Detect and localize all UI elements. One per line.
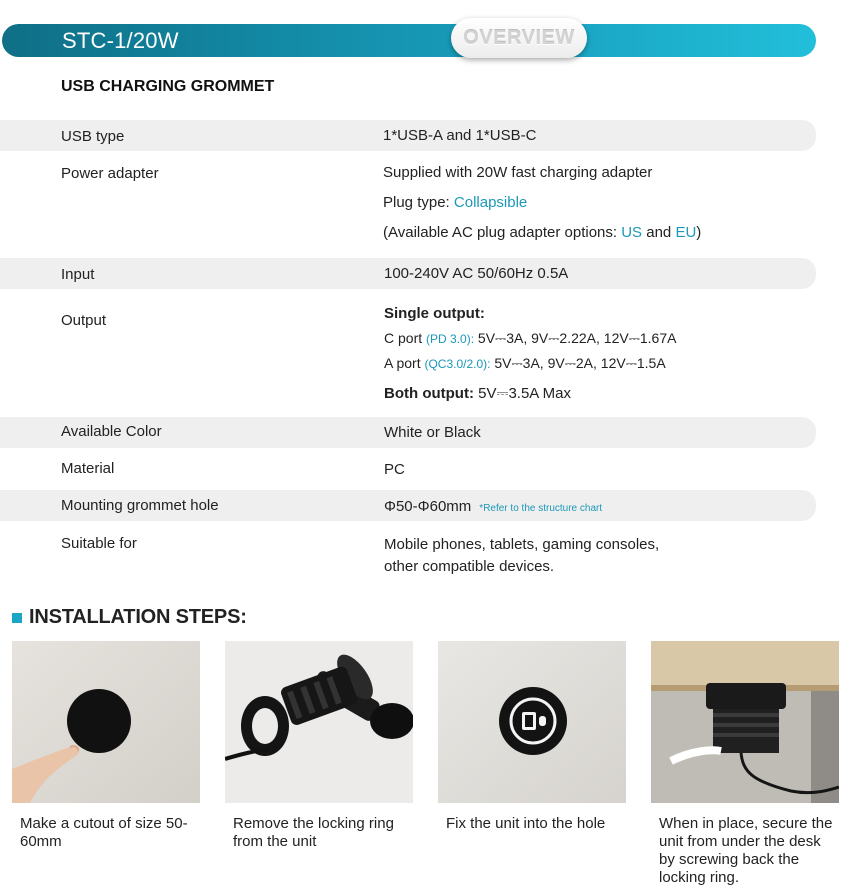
install-step-1 (12, 641, 200, 851)
spec-row-usb-type (0, 120, 816, 151)
spec-value: PC (384, 461, 405, 478)
spec-label: Available Color (61, 423, 162, 440)
installation-title: INSTALLATION STEPS: (29, 606, 247, 628)
step-caption: When in place, secure the unit from under the desk by screwing back the locking ring. (659, 815, 833, 886)
a-port-protocol: (QC3.0/2.0): (424, 357, 491, 371)
spec-row-input (0, 258, 816, 289)
step-caption: Fix the unit into the hole (446, 815, 606, 832)
overview-tab[interactable] (451, 18, 587, 58)
spec-label: Output (61, 312, 107, 329)
spec-value: White or Black (384, 424, 481, 441)
options-prefix: (Available AC plug adapter options: (383, 224, 622, 241)
mounting-value-line (384, 498, 602, 515)
plug-type-value: Collapsible (453, 194, 528, 211)
spec-label: Material (61, 460, 115, 477)
step-caption: Remove the locking ring from the unit (233, 815, 394, 850)
under-desk-photo-icon (651, 641, 839, 803)
spec-label: Input (61, 266, 95, 283)
model-title: STC-1/20W (62, 28, 179, 53)
spec-row-material (0, 453, 816, 484)
install-step-2 (225, 641, 413, 851)
both-output-line (384, 385, 571, 402)
product-title: USB CHARGING GROMMET (61, 78, 275, 95)
suitable-line-2: other compatible devices. (384, 558, 555, 575)
square-bullet-icon (12, 613, 22, 623)
a-port-line (384, 355, 666, 372)
option-eu: EU (675, 224, 697, 241)
step-caption: Make a cutout of size 50-60mm (20, 815, 188, 850)
spec-label: Power adapter (61, 165, 159, 182)
c-port-line (384, 330, 676, 347)
spec-row-mounting (0, 490, 816, 521)
installation-heading (12, 606, 247, 629)
both-output-heading: Both output: (384, 385, 474, 402)
spec-label: Suitable for (61, 535, 137, 552)
c-port-protocol: (PD 3.0): (426, 332, 475, 346)
both-output-value: 5V⎓3.5A Max (473, 385, 571, 402)
spec-label: Mounting grommet hole (61, 497, 219, 514)
header-banner (2, 24, 816, 57)
adapter-line: Supplied with 20W fast charging adapter (383, 164, 653, 181)
install-step-4 (651, 641, 839, 887)
suitable-line-1: Mobile phones, tablets, gaming consoles, (384, 536, 660, 553)
installed-unit-photo-icon (438, 641, 626, 803)
plug-type-line (383, 194, 527, 211)
a-port-values: 5V⎓3A, 9V⎓2A, 12V⎓1.5A (490, 355, 666, 371)
plug-type-prefix: Plug type: (383, 194, 454, 211)
spec-label: USB type (61, 128, 125, 145)
a-port-prefix: A port (384, 355, 425, 371)
c-port-prefix: C port (384, 330, 427, 346)
spec-row-color (0, 417, 816, 448)
structure-chart-note: *Refer to the structure chart (479, 503, 603, 514)
locking-ring-photo-icon (225, 641, 413, 803)
option-us: US (621, 224, 643, 241)
cutout-photo-icon (12, 641, 200, 803)
spec-row-power-adapter (0, 155, 816, 250)
single-output-heading: Single output: (384, 305, 485, 322)
spec-value: 100-240V AC 50/60Hz 0.5A (384, 265, 569, 282)
overview-label: OVERVIEW (463, 27, 575, 49)
c-port-values: 5V⎓3A, 9V⎓2.22A, 12V⎓1.67A (474, 330, 677, 346)
spec-value: Φ50-Φ60mm (384, 498, 472, 515)
spec-row-output (0, 296, 816, 411)
plug-options-line (383, 224, 701, 241)
spec-value: 1*USB-A and 1*USB-C (383, 127, 537, 144)
options-suffix: ) (696, 224, 702, 241)
options-and: and (642, 224, 676, 241)
install-step-3 (438, 641, 626, 833)
spec-row-suitable (0, 527, 816, 577)
